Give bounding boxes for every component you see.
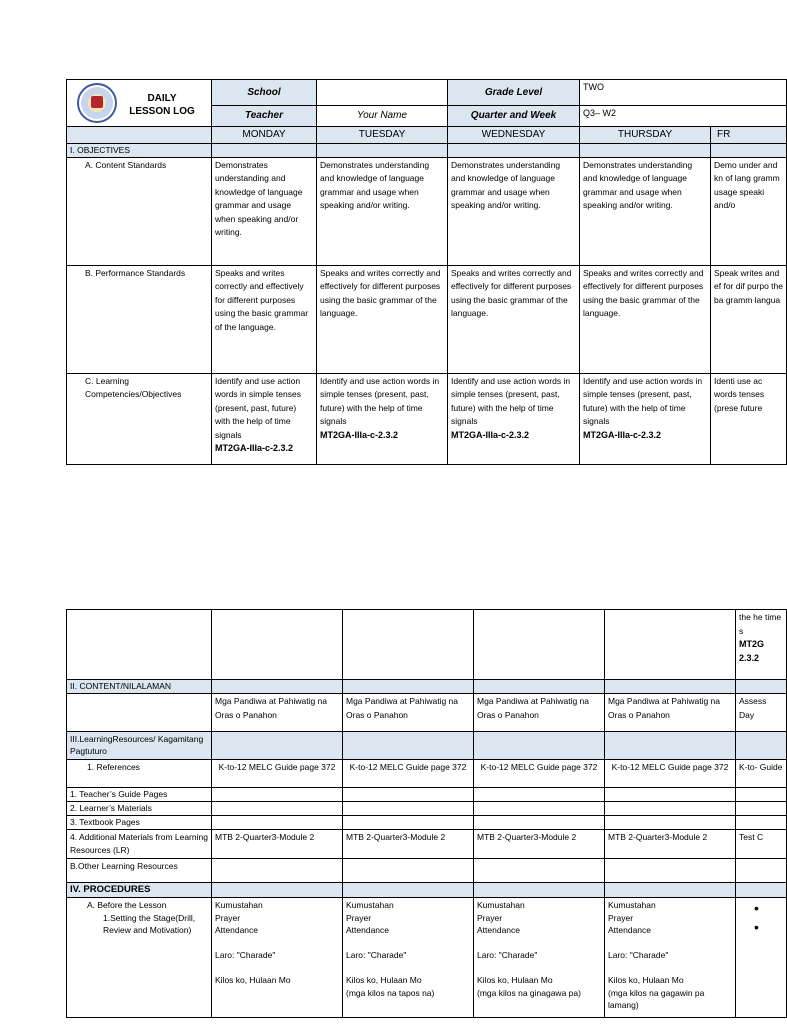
references-wednesday: K-to-12 MELC Guide page 372 bbox=[474, 760, 605, 788]
attendance: Attendance bbox=[215, 925, 259, 935]
learning-competencies-label: C. Learning Competencies/Objectives bbox=[67, 373, 212, 464]
competency-monday bbox=[212, 373, 317, 464]
references-tuesday: K-to-12 MELC Guide page 372 bbox=[343, 760, 474, 788]
quarter-week-label: Quarter and Week bbox=[448, 106, 580, 127]
competency-text: Identify and use action words in simple tenses (present, past, future) with the help of time signals bbox=[451, 375, 571, 426]
competency-text: Identify and use action words in simple tenses (present, past, future) with the help of time signals bbox=[215, 375, 301, 440]
daily-lesson-log-title bbox=[117, 92, 207, 118]
laro-charade: Laro: "Charade" bbox=[608, 950, 669, 960]
additional-materials-wednesday: MTB 2-Quarter3-Module 2 bbox=[474, 830, 605, 859]
textbook-pages-label: 3. Textbook Pages bbox=[67, 816, 212, 830]
content-standards-thursday: Demonstrates understanding and knowledge of language grammar and usage when speaking and/or writing. bbox=[580, 157, 711, 265]
kilos-ko: Kilos ko, Hulaan Mo bbox=[215, 975, 291, 985]
carry-over-code: MT2G 2.3.2 bbox=[739, 639, 765, 663]
teachers-guide-label: 1. Teacher’s Guide Pages bbox=[67, 788, 212, 802]
laro-charade: Laro: "Charade" bbox=[346, 950, 407, 960]
school-value bbox=[317, 80, 448, 106]
kilos-note: (mga kilos na gagawin pa lamang) bbox=[608, 987, 705, 1010]
before-lesson-cell bbox=[67, 898, 212, 1018]
before-lesson-label: A. Before the Lesson bbox=[87, 900, 167, 910]
attendance: Attendance bbox=[608, 925, 652, 935]
header-logo-cell bbox=[67, 80, 212, 127]
kilos-note: (mga kilos na ginagawa pa) bbox=[477, 987, 581, 998]
lesson-log-table-objectives bbox=[66, 79, 787, 465]
prayer: Prayer bbox=[477, 912, 503, 923]
references-friday: K-to- Guide bbox=[736, 760, 787, 788]
additional-materials-tuesday: MTB 2-Quarter3-Module 2 bbox=[343, 830, 474, 859]
competency-friday: Identi use ac words tenses (prese future bbox=[711, 373, 787, 464]
grade-level-value: TWO bbox=[580, 80, 787, 106]
competency-tuesday bbox=[317, 373, 448, 464]
additional-materials-label: 4. Additional Materials from Learning Resources (LR) bbox=[67, 830, 212, 859]
day-friday: FR bbox=[711, 127, 787, 144]
laro-charade: Laro: "Charade" bbox=[477, 950, 538, 960]
competency-wednesday bbox=[448, 373, 580, 464]
grade-level-label: Grade Level bbox=[448, 80, 580, 106]
content-tuesday: Mga Pandiwa at Pahiwatig na Oras o Panahon bbox=[343, 694, 474, 732]
setting-the-stage-label: 1.Setting the Stage(Drill, Review and Motivation) bbox=[103, 912, 196, 935]
competency-code: MT2GA-IIIa-c-2.3.2 bbox=[451, 429, 530, 440]
day-monday: MONDAY bbox=[212, 127, 317, 144]
title-line-2: LESSON LOG bbox=[129, 106, 195, 117]
content-friday: Assess Day bbox=[736, 694, 787, 732]
procedure-thursday bbox=[605, 898, 736, 1018]
competency-text: Identify and use action words in simple tenses (present, past, future) with the help of time signals bbox=[583, 375, 703, 426]
bullet-2: • bbox=[754, 919, 759, 935]
learners-materials-label: 2. Learner’s Materials bbox=[67, 802, 212, 816]
content-standards-label: A. Content Standards bbox=[67, 157, 212, 265]
school-label: School bbox=[212, 80, 317, 106]
content-standards-tuesday: Demonstrates understanding and knowledge of language grammar and usage when speaking and/or writing. bbox=[317, 157, 448, 265]
performance-standards-tuesday: Speaks and writes correctly and effectively for different purposes using the basic grammar of the language. bbox=[317, 265, 448, 373]
content-thursday: Mga Pandiwa at Pahiwatig na Oras o Panahon bbox=[605, 694, 736, 732]
teacher-value: Your Name bbox=[317, 106, 448, 127]
content-standards-friday: Demo under and kn of lang gramm usage speaki and/o bbox=[711, 157, 787, 265]
content-standards-monday: Demonstrates understanding and knowledge of language grammar and usage when speaking and/or writing. bbox=[212, 157, 317, 265]
lesson-log-table-procedures bbox=[66, 609, 787, 1018]
procedure-wednesday bbox=[474, 898, 605, 1018]
additional-materials-thursday: MTB 2-Quarter3-Module 2 bbox=[605, 830, 736, 859]
title-line-1: DAILY bbox=[147, 93, 177, 104]
teacher-label: Teacher bbox=[212, 106, 317, 127]
performance-standards-thursday: Speaks and writes correctly and effectively for different purposes using the basic grammar of the language. bbox=[580, 265, 711, 373]
attendance: Attendance bbox=[346, 925, 390, 935]
attendance: Attendance bbox=[477, 925, 521, 935]
performance-standards-friday: Speak writes and ef for dif purpo the ba gramm langua bbox=[711, 265, 787, 373]
additional-materials-friday: Test C bbox=[736, 830, 787, 859]
kumustahan: Kumustahan bbox=[215, 900, 263, 910]
kilos-note: (mga kilos na tapos na) bbox=[346, 987, 435, 998]
kumustahan: Kumustahan bbox=[346, 900, 394, 910]
carry-over-friday bbox=[736, 610, 787, 680]
performance-standards-wednesday: Speaks and writes correctly and effectively for different purposes using the basic grammar of the language. bbox=[448, 265, 580, 373]
day-header-blank bbox=[67, 127, 212, 144]
competency-text: Identify and use action words in simple tenses (present, past, future) with the help of time signals bbox=[320, 375, 440, 426]
competency-code: MT2GA-IIIa-c-2.3.2 bbox=[215, 443, 294, 453]
prayer: Prayer bbox=[346, 912, 372, 923]
additional-materials-monday: MTB 2-Quarter3-Module 2 bbox=[212, 830, 343, 859]
day-wednesday: WEDNESDAY bbox=[448, 127, 580, 144]
procedure-tuesday bbox=[343, 898, 474, 1018]
procedures-section: IV. PROCEDURES bbox=[67, 883, 212, 898]
references-thursday: K-to-12 MELC Guide page 372 bbox=[605, 760, 736, 788]
kilos-ko: Kilos ko, Hulaan Mo bbox=[477, 975, 553, 985]
other-resources-label: B.Other Learning Resources bbox=[67, 859, 212, 883]
procedure-friday bbox=[736, 898, 787, 1018]
content-standards-wednesday: Demonstrates understanding and knowledge of language grammar and usage when speaking and/or writing. bbox=[448, 157, 580, 265]
laro-charade: Laro: "Charade" bbox=[215, 950, 276, 960]
competency-thursday bbox=[580, 373, 711, 464]
procedure-monday bbox=[212, 898, 343, 1018]
kilos-ko: Kilos ko, Hulaan Mo bbox=[608, 975, 684, 985]
day-thursday: THURSDAY bbox=[580, 127, 711, 144]
prayer: Prayer bbox=[608, 912, 634, 923]
kumustahan: Kumustahan bbox=[477, 900, 525, 910]
prayer: Prayer bbox=[215, 912, 241, 923]
kilos-ko: Kilos ko, Hulaan Mo bbox=[346, 975, 422, 985]
competency-code: MT2GA-IIIa-c-2.3.2 bbox=[583, 429, 662, 440]
resources-section: III.LearningResources/ Kagamitang Pagtuturo bbox=[67, 732, 212, 760]
competency-code: MT2GA-IIIa-c-2.3.2 bbox=[320, 429, 399, 440]
deped-seal-icon bbox=[77, 83, 117, 123]
references-monday: K-to-12 MELC Guide page 372 bbox=[212, 760, 343, 788]
kumustahan: Kumustahan bbox=[608, 900, 656, 910]
references-label: 1. References bbox=[67, 760, 212, 788]
day-tuesday: TUESDAY bbox=[317, 127, 448, 144]
content-wednesday: Mga Pandiwa at Pahiwatig na Oras o Panahon bbox=[474, 694, 605, 732]
bullet-1: • bbox=[754, 900, 759, 916]
performance-standards-label: B. Performance Standards bbox=[67, 265, 212, 373]
quarter-week-value: Q3– W2 bbox=[580, 106, 787, 127]
carry-over-label-cell bbox=[67, 610, 212, 680]
performance-standards-monday: Speaks and writes correctly and effectively for different purposes using the basic grammar of the language. bbox=[212, 265, 317, 373]
objectives-section: I. OBJECTIVES bbox=[67, 143, 212, 157]
carry-over-text: the he time s bbox=[739, 612, 782, 636]
content-section: II. CONTENT/NILALAMAN bbox=[67, 680, 212, 694]
content-monday: Mga Pandiwa at Pahiwatig na Oras o Panahon bbox=[212, 694, 343, 732]
